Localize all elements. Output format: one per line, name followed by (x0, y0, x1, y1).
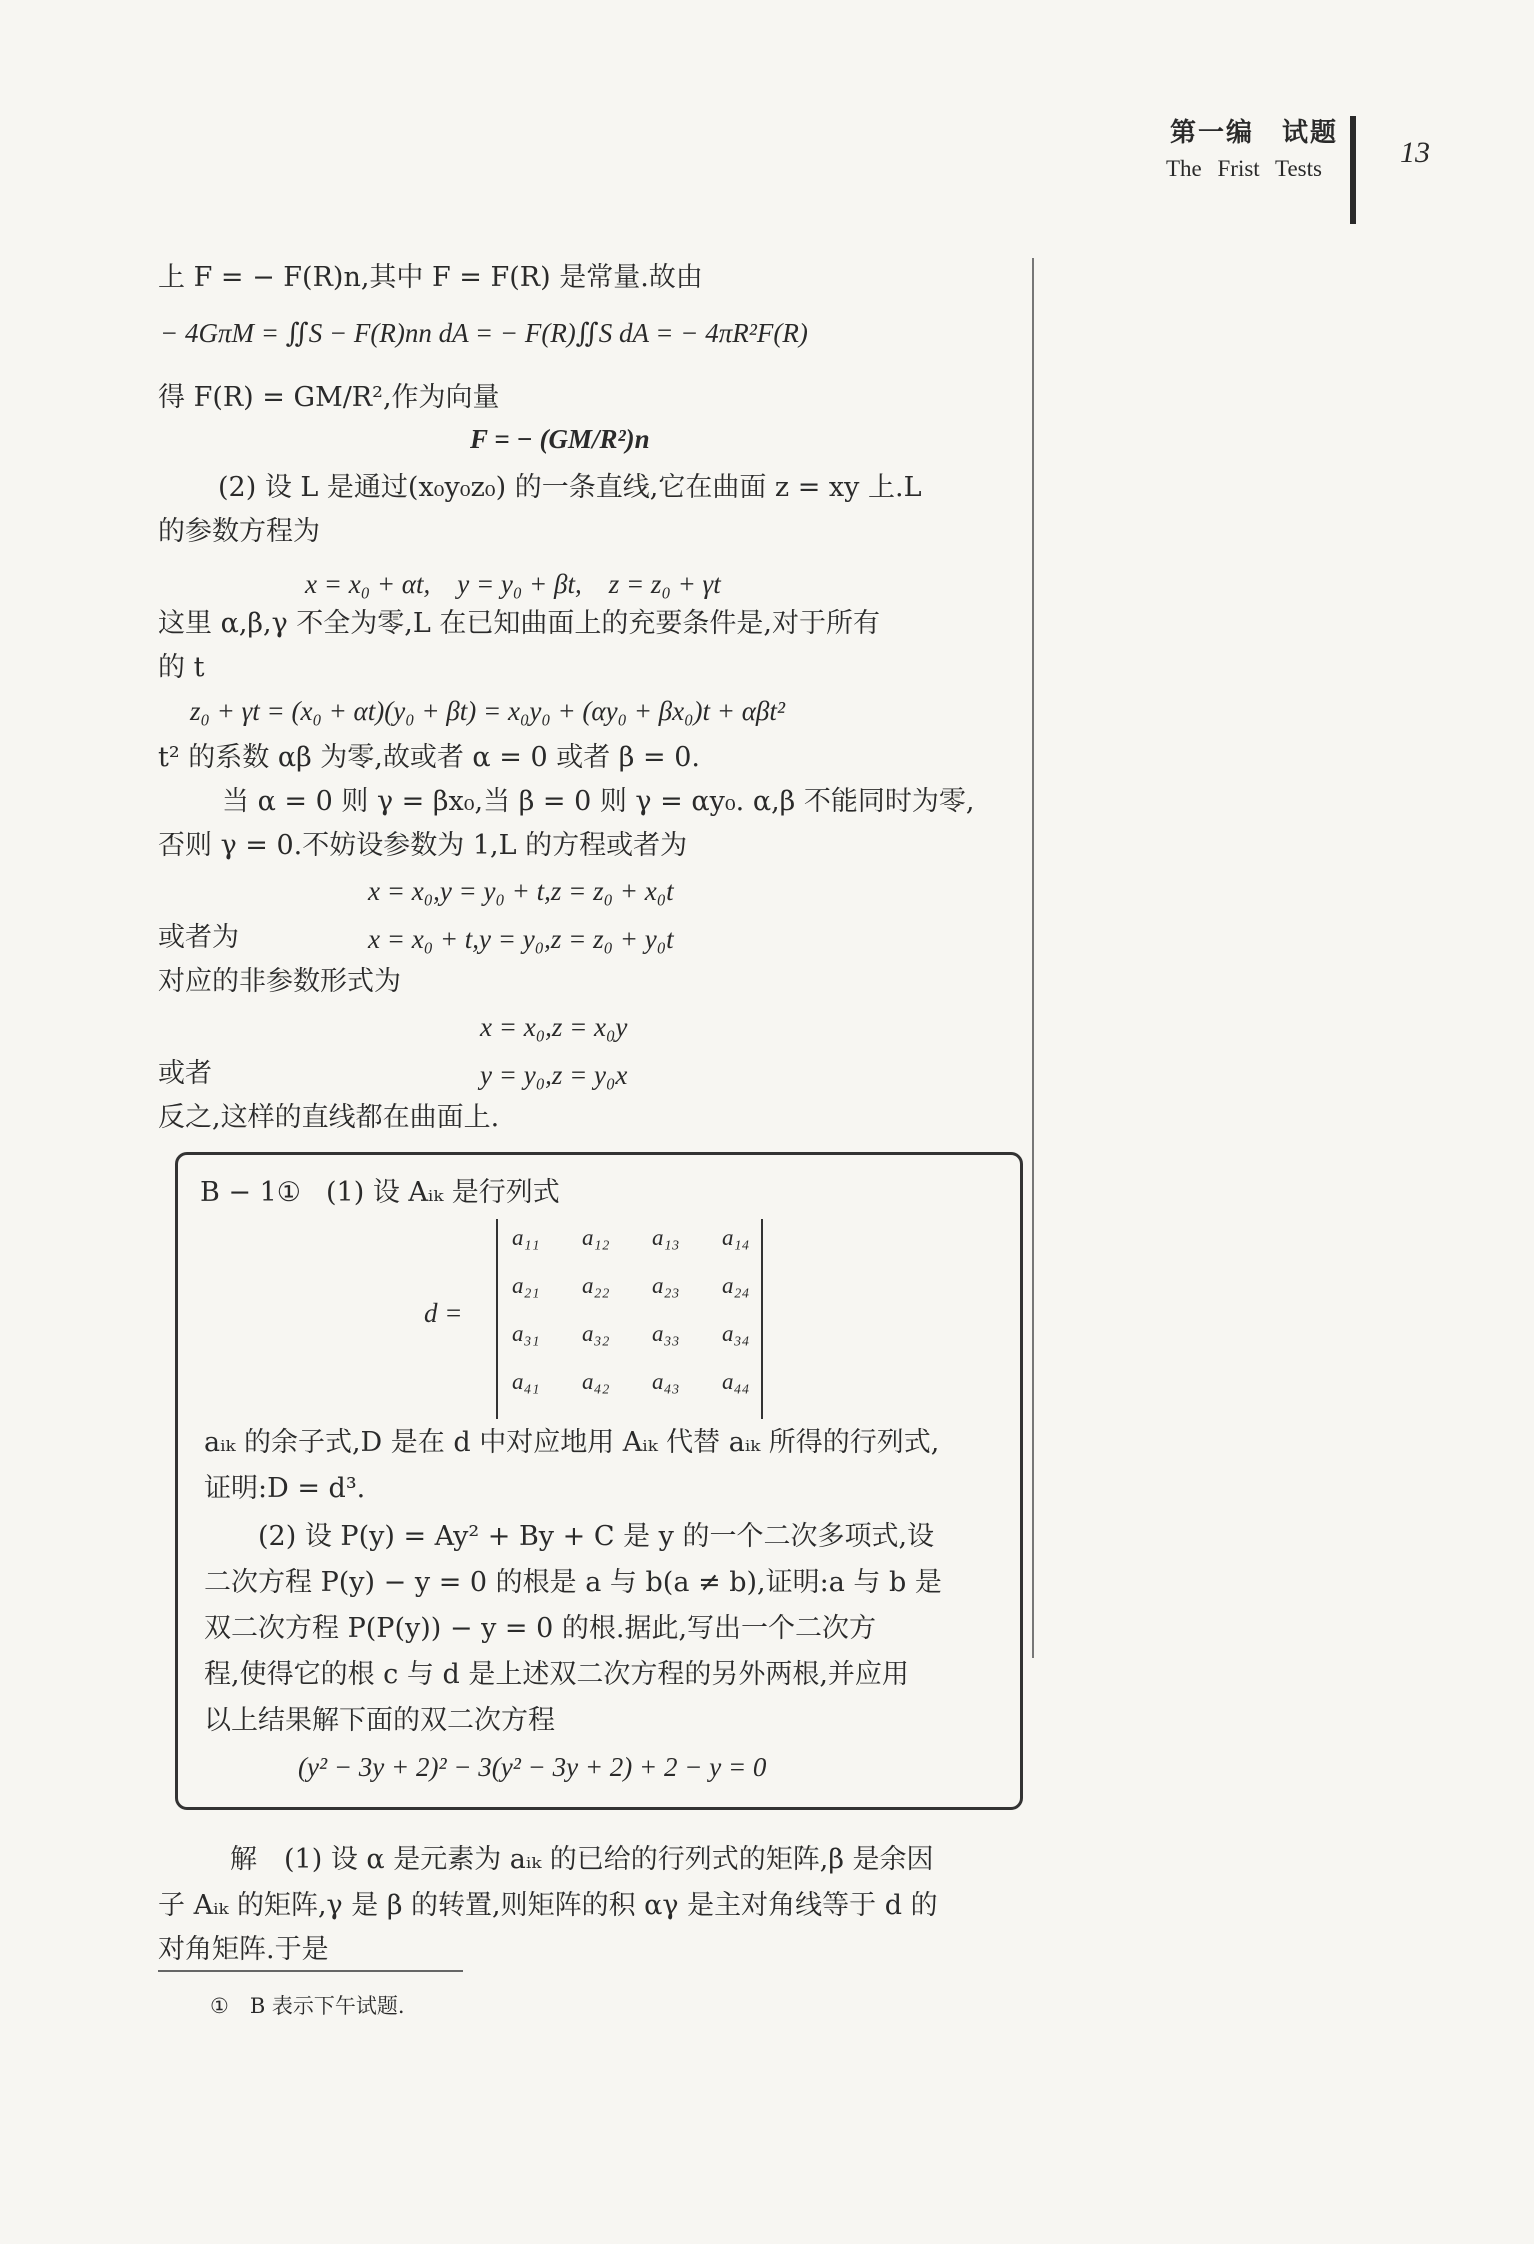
body-line: 或者为 (158, 922, 239, 953)
matrix-cell: a₂₂ (582, 1273, 610, 1298)
problem-intro: (1) 设 Aᵢₖ 是行列式 (326, 1177, 560, 1208)
problem-line: aᵢₖ 的余子式,D 是在 d 中对应地用 Aᵢₖ 代替 aᵢₖ 所得的行列式, (204, 1427, 940, 1458)
problem-line: 二次方程 P(y) − y = 0 的根是 a 与 b(a ≠ b),证明:a 与 b 是 (204, 1567, 942, 1598)
determinant-label: d = (424, 1298, 463, 1328)
right-margin-rule (1032, 258, 1034, 1658)
body-line: 反之,这样的直线都在曲面上. (158, 1102, 500, 1133)
body-line: 或者 (158, 1058, 212, 1089)
equation-line: y = y₀,z = y₀x (480, 1060, 628, 1090)
body-line: 上 F = − F(R)n,其中 F = F(R) 是常量.故由 (158, 262, 703, 293)
part-title: 第一编 试题 (1170, 118, 1339, 148)
matrix-cell: a₃₂ (582, 1321, 610, 1346)
part-title-english: The Frist Tests (1166, 156, 1322, 181)
determinant-left-bar (496, 1219, 498, 1419)
matrix-cell: a₂₃ (652, 1273, 680, 1298)
solution-line: 解 (1) 设 α 是元素为 aᵢₖ 的已给的行列式的矩阵,β 是余因 (230, 1844, 934, 1875)
problem-line: 以上结果解下面的双二次方程 (204, 1705, 555, 1736)
body-line: 对应的非参数形式为 (158, 966, 401, 997)
body-line: 否则 γ = 0.不妨设参数为 1,L 的方程或者为 (158, 830, 688, 861)
equation-line: x = x₀,y = y₀ + t,z = z₀ + x₀t (368, 876, 674, 906)
problem-box (175, 1152, 1023, 1810)
body-line: 的参数方程为 (158, 516, 320, 547)
equation-line: − 4GπM = ∬S − F(R)nn dA = − F(R)∬S dA = − 4πR²F(R) (160, 318, 808, 348)
determinant-right-bar (761, 1219, 763, 1419)
problem-line: 双二次方程 P(P(y)) − y = 0 的根.据此,写出一个二次方 (204, 1613, 877, 1644)
matrix-cell: a₃₃ (652, 1321, 680, 1346)
matrix-cell: a₄₄ (722, 1369, 750, 1394)
problem-line: 证明:D = d³. (204, 1473, 366, 1504)
matrix-cell: a₁₄ (722, 1225, 750, 1250)
body-line: t² 的系数 αβ 为零,故或者 α = 0 或者 β = 0. (158, 742, 700, 773)
header-divider (1350, 116, 1356, 224)
equation-line: z₀ + γt = (x₀ + αt)(y₀ + βt) = x₀y₀ + (αy₀ + βx₀)t + αβt² (190, 696, 785, 726)
solution-line: 子 Aᵢₖ 的矩阵,γ 是 β 的转置,则矩阵的积 αγ 是主对角线等于 d 的 (158, 1890, 938, 1921)
problem-equation: (y² − 3y + 2)² − 3(y² − 3y + 2) + 2 − y = 0 (298, 1752, 767, 1782)
body-line: (2) 设 L 是通过(x₀y₀z₀) 的一条直线,它在曲面 z = xy 上.L (218, 472, 922, 503)
footnote-rule (158, 1970, 463, 1972)
body-line: 得 F(R) = GM/R²,作为向量 (158, 382, 500, 413)
solution-line: 对角矩阵.于是 (158, 1934, 329, 1965)
body-line: 的 t (158, 652, 205, 683)
body-line: 当 α = 0 则 γ = βx₀,当 β = 0 则 γ = αy₀. α,β 不能同时为零, (222, 786, 975, 817)
matrix-cell: a₃₁ (512, 1321, 540, 1346)
matrix-cell: a₃₄ (722, 1321, 750, 1346)
page-number: 13 (1400, 136, 1430, 169)
matrix-cell: a₄₁ (512, 1369, 540, 1394)
body-line: 这里 α,β,γ 不全为零,L 在已知曲面上的充要条件是,对于所有 (158, 608, 880, 639)
matrix-cell: a₄₂ (582, 1369, 610, 1394)
matrix-cell: a₁₃ (652, 1225, 680, 1250)
equation-line: x = x₀ + αt, y = y₀ + βt, z = z₀ + γt (305, 569, 721, 599)
matrix-cell: a₄₃ (652, 1369, 680, 1394)
matrix-cell: a₂₁ (512, 1273, 540, 1298)
problem-line: 程,使得它的根 c 与 d 是上述双二次方程的另外两根,并应用 (204, 1659, 909, 1690)
matrix-cell: a₁₁ (512, 1225, 540, 1250)
matrix-cell: a₂₄ (722, 1273, 750, 1298)
matrix-cell: a₁₂ (582, 1225, 610, 1250)
problem-label: B − 1① (200, 1177, 302, 1208)
equation-line: x = x₀ + t,y = y₀,z = z₀ + y₀t (368, 924, 674, 954)
footnote: ① B 表示下午试题. (210, 1994, 405, 2018)
equation-line: F = − (GM/R²)n (470, 424, 650, 454)
problem-line: (2) 设 P(y) = Ay² + By + C 是 y 的一个二次多项式,设 (258, 1521, 935, 1552)
equation-line: x = x₀,z = x₀y (480, 1012, 628, 1042)
